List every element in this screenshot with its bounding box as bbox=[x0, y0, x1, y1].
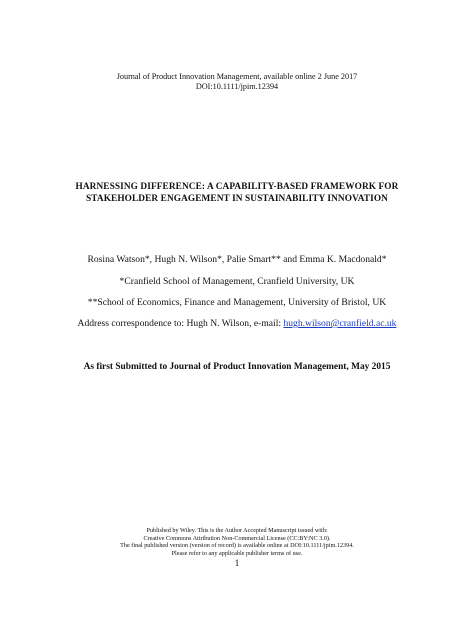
license-footer bbox=[0, 527, 474, 557]
correspondence-label: Address correspondence to: Hugh N. Wilson, e-mail: bbox=[77, 318, 284, 329]
journal-doi: DOI:10.1111/jpim.12394 bbox=[195, 82, 279, 91]
affiliation-cranfield: *Cranfield School of Management, Cranfield University, UK bbox=[119, 276, 355, 287]
paper-title-line1: HARNESSING DIFFERENCE: A CAPABILITY-BASED FRAMEWORK FOR bbox=[75, 182, 399, 192]
journal-citation: Journal of Product Innovation Management, available online 2 June 2017 bbox=[116, 72, 358, 81]
author-list: Rosina Watson*, Hugh N. Wilson*, Palie Smart** and Emma K. Macdonald* bbox=[87, 254, 387, 265]
footer-line-license: Creative Commons Attribution Non-Commercial License (CC:BY:NC 3.0). bbox=[143, 534, 331, 542]
paper-title-line2: STAKEHOLDER ENGAGEMENT IN SUSTAINABILITY INNOVATION bbox=[86, 194, 388, 204]
correspondence-email-link[interactable]: hugh.wilson@cranfield.ac.uk bbox=[283, 318, 397, 329]
submission-note: As first Submitted to Journal of Product Innovation Management, May 2015 bbox=[83, 362, 391, 372]
affiliation-bristol: **School of Economics, Finance and Management, University of Bristol, UK bbox=[87, 297, 387, 308]
correspondence-line bbox=[0, 318, 474, 330]
journal-header bbox=[0, 72, 474, 92]
footer-line-version: The final published version (version of record) is available online at DOI:10.1111/jpim.12394. bbox=[120, 542, 354, 550]
paper-title bbox=[0, 181, 474, 205]
footer-line-terms: Please refer to any applicable publisher terms of use. bbox=[171, 549, 303, 557]
footer-line-publisher: Published by Wiley. This is the Author Accepted Manuscript issued with: bbox=[146, 527, 328, 534]
page-number: 1 bbox=[234, 559, 240, 569]
